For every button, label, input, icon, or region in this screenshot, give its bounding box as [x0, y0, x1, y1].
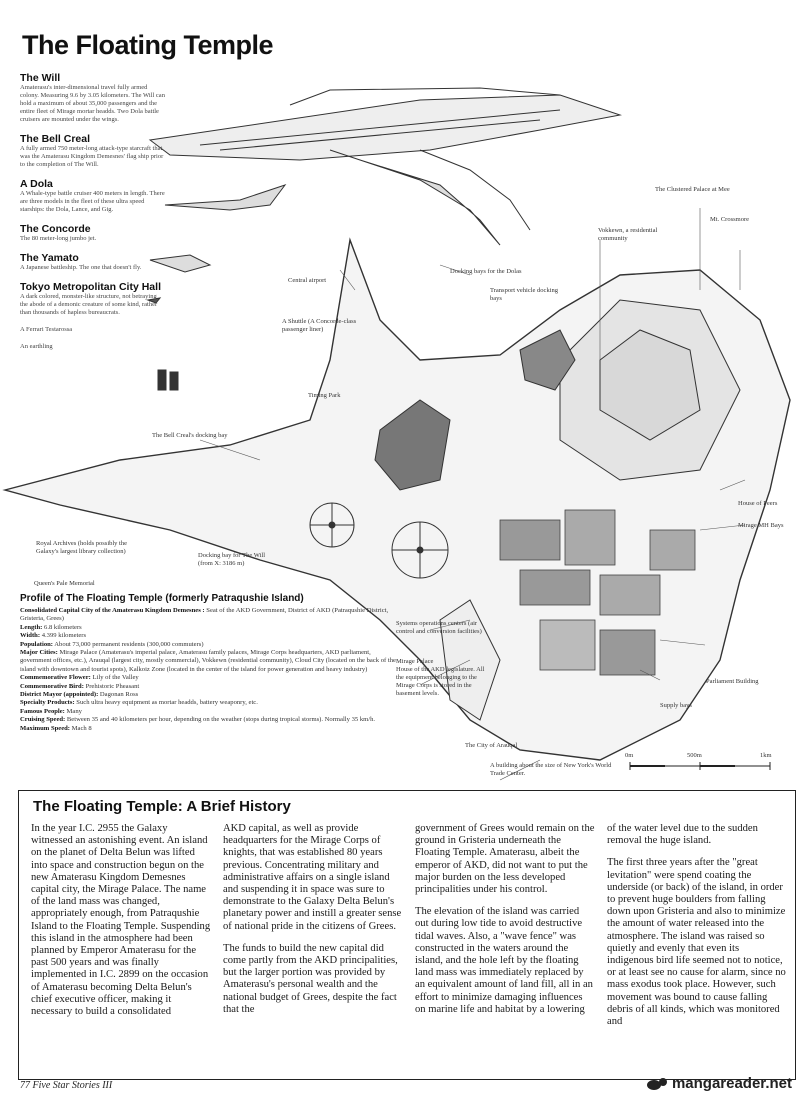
legend-name: The Concorde — [20, 223, 91, 235]
legend-name: A Dola — [20, 178, 53, 190]
profile-title: Profile of The Floating Temple (formerly Patraqushie Island) — [20, 593, 304, 604]
scale-label-1km: 1km — [760, 752, 772, 759]
scale-label-0: 0m — [625, 752, 634, 759]
legend-item-yamato — [20, 252, 165, 272]
legend-item-concorde — [20, 223, 165, 243]
callout-central-airport: Central airport — [288, 277, 327, 284]
legend-desc: Amaterasu's inter-dimensional travel fully armed colony. Measuring 9.6 by 3.05 kilometers. The Will can hold a maximum of about 35,000 passengers and the entire fleet of Mirage mortar headds. Two Dola battle cruisers are mounted under the wings. — [20, 84, 165, 123]
profile-row: Major Cities: Mirage Palace (Amaterasu's imperial palace, Amaterasu family palaces, Mirage Corps headquarters, AKD parliament, government offices, etc.), Arauqal (largest city, mostly commercial), Vokkewn (residential community), Cloud City (located on the back of the island with downtown and tourist spots), Kalkoiz Zone (located in the center of the island for power generation and heavy industry) — [20, 649, 396, 673]
profile-row: Length: 6.8 kilometers — [20, 623, 82, 631]
profile-section — [20, 593, 400, 733]
page-footer: 77 Five Star Stories III — [20, 1080, 113, 1091]
callout-clustered-palace: The Clustered Palace at Mee — [655, 186, 730, 193]
legend-item-city-hall — [20, 281, 165, 317]
callout-mt-crossmore: Mt. Crossmore — [710, 216, 749, 223]
callout-docking-will: Docking bay for The Will (from X: 3186 m) — [198, 552, 266, 567]
scale-bar — [625, 752, 775, 774]
callout-systems-ops: Systems operations centers (air control and conversion facilities) — [396, 620, 482, 635]
legend-desc: A Whale-type battle cruiser 400 meters in length. There are three models in the fleet of these ultra speed starships: the Dola, Lance, and Gig. — [20, 190, 165, 213]
legend-name: The Will — [20, 72, 61, 84]
callout-docking-dola: Docking bays for the Dolas — [450, 268, 522, 275]
history-paragraph: The first three years after the "great levitation" were spend coating the underside (or back) of the island, in order to prevent huge boulders from falling down upon Gristeria and also to minimize the amount of water released into the atmosphere. The island was raised so quietly and evenly that even its indigenous bird life seemed not to notice, or at least see no cause for alarm, since no mass exodus took place. However, such movement was bound to cause falling debris of all kinds, which was monitored and — [607, 857, 786, 1028]
callout-queens-palace: Queen's Pale Memorial — [34, 580, 95, 587]
callout-parliament: Parliament Building — [706, 678, 759, 685]
city-hall-drawing — [158, 370, 166, 390]
watermark-logo-icon — [646, 1077, 668, 1091]
history-column-2 — [223, 823, 403, 1038]
legend-earthling: An earthling — [20, 343, 53, 350]
legend-name: Tokyo Metropolitan City Hall — [20, 281, 161, 293]
legend-desc: A dark colored, monster-like structure, not betraying the abode of a demonic creature of some kind, rather than thousands of hapless bureaucrats. — [20, 293, 158, 316]
legend-item-dola — [20, 178, 165, 214]
legend-desc: The 80 meter-long jumbo jet. — [20, 235, 97, 242]
callout-shuttle: A Shuttle (A Concorde-class passenger liner) — [282, 318, 357, 333]
history-paragraph: of the water level due to the sudden removal the huge island. — [607, 823, 758, 847]
profile-row: Cruising Speed: Between 35 and 40 kilometers per hour, depending on the weather (stops during tropical storms). Normally 35 km/h. — [20, 716, 376, 724]
profile-row: Width: 4.399 kilometers — [20, 632, 87, 640]
legend-name: The Bell Creal — [20, 133, 91, 145]
callout-timing-park: Timing Park — [308, 392, 341, 399]
history-column-3 — [415, 823, 595, 1038]
profile-row: Commemorative Bird: Prehistoric Pheasant — [20, 682, 140, 690]
history-paragraph: government of Grees would remain on the ground in Gristeria underneath the Floating Temple. Amaterasu, albeit the emperor of AKD, did not want to put the major burden on the less developed principalities under his control. — [415, 823, 595, 896]
watermark-text: mangareader.net — [671, 1075, 792, 1092]
legend-desc: A Japanese battleship. The one that doesn't fly. — [20, 264, 142, 271]
scale-label-500: 500m — [687, 752, 702, 759]
callout-royal-archives: Royal Archives (holds possibly the Galaxy's largest library collection) — [36, 540, 127, 555]
legend-desc: A fully armed 750 meter-long attack-type starcraft that was the Amaterasu Kingdom Demesnes' flag ship prior to the completion of The Will. — [20, 145, 164, 168]
legend-item-bell-creal — [20, 133, 165, 169]
profile-row: Population: About 73,000 permanent residents (300,000 commuters) — [20, 640, 204, 648]
callout-bell-creal-bay: The Bell Creal's docking bay — [152, 432, 228, 439]
bell-creal-drawing — [165, 185, 285, 210]
history-paragraph: The funds to build the new capital did come partly from the AKD principalities, but the larger portion was provided by Amaterasu's personal wealth and the national budget of Grees, despite the fact that the — [223, 942, 398, 1015]
callout-vokkewn: Vokkewn, a residential community — [598, 227, 658, 242]
page-title: The Floating Temple — [22, 30, 274, 60]
profile-row: Commemorative Flower: Lily of the Valley — [20, 674, 139, 682]
callout-mirage-bays: Mirage MH Bays — [738, 522, 784, 529]
callout-city-arauqal: The City of Arauqal — [465, 742, 518, 749]
profile-row: Consolidated Capital City of the Amaterasu Kingdom Demesnes : Seat of the AKD Government, District of AKD (Patraqushie District, Gristeria, Grees) — [20, 607, 389, 623]
profile-row: Famous People: Many — [20, 707, 82, 715]
callout-mirage-palace: Mirage Palace House of the AKD legislature. All the equipment belonging to the Mirage Corps is stored in the basement levels. — [396, 658, 485, 697]
history-column-1 — [31, 823, 211, 1038]
legend-item-the-will — [20, 72, 165, 124]
profile-row: Maximum Speed: Mach 8 — [20, 724, 92, 732]
callout-house-of-peers: House of Peers — [738, 500, 778, 507]
profile-row: Specialty Products: Such ultra heavy equipment as mortar headds, battery weaponry, etc. — [20, 699, 258, 707]
callout-supply-bays: Supply bays — [660, 702, 692, 709]
history-paragraph: AKD capital, as well as provide headquarters for the Mirage Corps of knights, that was established 80 years previous. Concentrating military and administrative affairs on a single island and suspending it in space was sure to demonstrate to the Galaxy Delta Belun's planetary power and instill a greater sense of national pride in the citizens of Grees. — [223, 823, 402, 932]
history-box — [18, 790, 796, 1080]
legend-ferrari: A Ferrari Testarossa — [20, 326, 73, 333]
watermark — [646, 1075, 792, 1092]
history-paragraph: The elevation of the island was carried out during low tide to avoid destructive tidal waves. Also, a "wave fence" was constructed in the waters around the island, and the hole left by the floating land mass was immediately replaced by an equivalent amount of land fill, all in an effort to minimize damaging influences on marine life and habitat by a lowering — [415, 906, 593, 1015]
history-title: The Floating Temple: A Brief History — [33, 798, 291, 815]
callout-ny-wtc: A building about the size of New York's World Trade Center. — [490, 762, 612, 777]
history-columns — [31, 823, 787, 1038]
callout-transport: Transport vehicle docking bays — [490, 287, 558, 302]
the-will-ship-drawing — [150, 88, 620, 245]
legend — [20, 72, 165, 360]
history-paragraph: In the year I.C. 2955 the Galaxy witnessed an astonishing event. An island on the planet of Delta Belun was lifted into space and construction begun on the new Amaterasu Kingdom Demesnes capital city, the Mirage Palace. The name of the land mass was changed, appropriately enough, from Patraqushie Island to the Floating Temple. Suspending this island in the atmosphere had been planned by Emperor Amaterasu for the past 500 years and was finally implemented in I.C. 2899 on the occasion of Amaterasu becoming Delta Belun's chief executive officer, making it necessary to build a consolidated — [31, 823, 211, 1018]
legend-name: The Yamato — [20, 252, 79, 264]
profile-row: District Mayor (appointed): Dagonan Ross — [20, 691, 139, 699]
history-column-4 — [607, 823, 787, 1038]
